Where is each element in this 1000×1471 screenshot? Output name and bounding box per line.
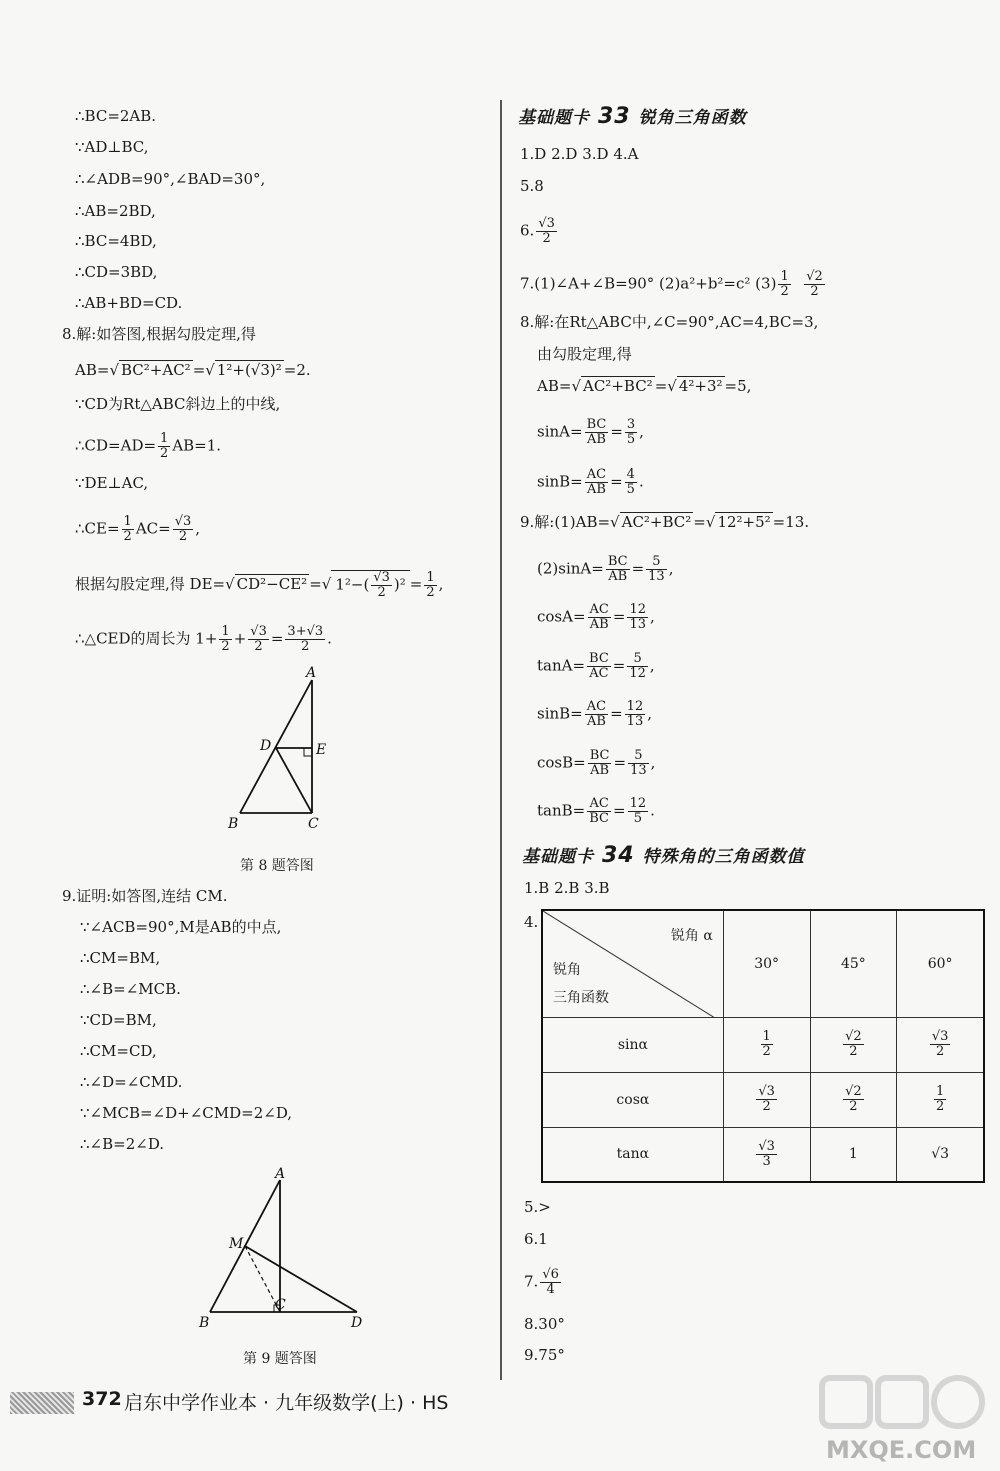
- table-cell: $\frac{√3}{3}$: [723, 1127, 810, 1182]
- q9-cosb: cosB= $\frac{BC}{AB}$ = $\frac{5}{13}$ ,: [537, 748, 656, 778]
- footer-hatch-bar: [10, 1392, 74, 1414]
- table-cell: $\frac{√3}{2}$: [897, 1017, 984, 1072]
- table-cell: $\frac{√2}{2}$: [810, 1072, 897, 1127]
- q9-intro: 9.证明:如答图,连结 CM.: [62, 887, 228, 905]
- label-a: A: [275, 1166, 286, 1182]
- answer-line: 7.(1)∠A+∠B=90° (2)a²+b²=c² (3) $\frac{1}{2}$ $\frac{√2}{2}$: [520, 269, 823, 299]
- q8-line: ∵CD为Rt△ABC斜边上的中线,: [75, 395, 281, 413]
- proof-line: ∴BC=2AB.: [75, 107, 157, 125]
- answer-line: 5.8: [520, 177, 544, 195]
- table-cell: $\frac{√2}{2}$: [810, 1017, 897, 1072]
- q9-cosa: cosA= $\frac{AC}{AB}$ = $\frac{12}{13}$ ,: [537, 602, 655, 632]
- table-cell: $\frac{1}{2}$: [897, 1072, 984, 1127]
- figure-8-caption: 第 8 题答图: [240, 858, 314, 874]
- proof-line: ∴BC=4BD,: [75, 232, 157, 250]
- page-number: 372: [82, 1388, 122, 1410]
- q9-ab-equation: 9.解:(1)AB=√ AC²+BC² =√ 12²+5² =13.: [520, 513, 810, 531]
- column-header: 45°: [810, 910, 897, 1017]
- answer-line: 7. $\frac{√6}{4}$: [524, 1267, 559, 1297]
- table-cell: $\frac{1}{2}$: [723, 1017, 810, 1072]
- proof-line: ∴AB+BD=CD.: [75, 294, 183, 312]
- answer-line: 6.1: [524, 1230, 548, 1248]
- column-header: 60°: [897, 910, 984, 1017]
- row-label: cosα: [542, 1072, 723, 1127]
- row-label: tanα: [542, 1127, 723, 1182]
- q9-line: ∴∠B=2∠D.: [80, 1135, 165, 1153]
- q8-ab-equation: AB=√ AC²+BC² =√ 4²+3² =5,: [537, 377, 752, 395]
- q9-line: ∴CM=CD,: [80, 1042, 157, 1060]
- q8-cd-equation: ∴CD=AD= $\frac{1}{2}$ AB=1.: [75, 431, 222, 461]
- q8-sinb: sinB= $\frac{AC}{AB}$ = $\frac{4}{5}$ .: [537, 467, 644, 497]
- trig-values-table: [541, 909, 985, 1183]
- q8-de-equation: 根据勾股定理,得 DE=√ CD²−CE² =√ 1²−( $\frac{√3}{2}$ )² = $\frac{1}{2}$ ,: [75, 569, 444, 600]
- table-corner-cell: 锐角 α 锐角 三角函数: [542, 910, 723, 1017]
- watermark-text: MXQE.COM: [826, 1436, 977, 1464]
- label-b: B: [199, 1315, 210, 1331]
- q8-sina: sinA= $\frac{BC}{AB}$ = $\frac{3}{5}$ ,: [537, 417, 644, 447]
- row-label: sinα: [542, 1017, 723, 1072]
- right-angle-mark: [304, 748, 312, 756]
- card-33-heading: 基础题卡 33 锐角三角函数: [518, 104, 747, 129]
- q9-line: ∴CM=BM,: [80, 949, 161, 967]
- q8-perimeter: ∴△CED的周长为 1+ $\frac{1}{2}$ + $\frac{√3}{2}$ = $\frac{3+√3}{2}$ .: [75, 624, 332, 654]
- label-d: D: [351, 1315, 363, 1331]
- q9-line: ∵CD=BM,: [80, 1011, 157, 1029]
- answer-line: 6. $\frac{√3}{2}$: [520, 216, 555, 246]
- q9-line: ∴∠B=∠MCB.: [80, 980, 181, 998]
- q8-ab-equation: AB=√ BC²+AC² =√ 1²+(√3)² =2.: [75, 361, 311, 379]
- answer-line: 4.: [524, 913, 539, 931]
- book-title: 启东中学作业本 · 九年级数学(上) · HS: [124, 1392, 449, 1414]
- table-cell: 1: [810, 1127, 897, 1182]
- q9-line: ∵∠MCB=∠D+∠CMD=2∠D,: [80, 1104, 293, 1122]
- q9-tanb: tanB= $\frac{AC}{BC}$ = $\frac{12}{5}$ .: [537, 796, 655, 826]
- q8-line: 8.解:在Rt△ABC中,∠C=90°,AC=4,BC=3,: [520, 313, 819, 331]
- proof-line: ∴∠ADB=90°,∠BAD=30°,: [75, 170, 266, 188]
- answer-line: 8.30°: [524, 1315, 565, 1333]
- label-a: A: [306, 665, 317, 681]
- proof-line: ∵AD⊥BC,: [75, 138, 149, 156]
- q9-line: ∵∠ACB=90°,M是AB的中点,: [80, 918, 282, 936]
- q8-line: ∵DE⊥AC,: [75, 474, 149, 492]
- label-d: D: [260, 738, 272, 754]
- q8-ce-equation: ∴CE= $\frac{1}{2}$ AC= $\frac{√3}{2}$ ,: [75, 514, 201, 544]
- answer-line: 5.>: [524, 1198, 551, 1216]
- figure-9-diagram: [195, 1162, 375, 1332]
- answer-line: 1.D 2.D 3.D 4.A: [520, 145, 639, 163]
- proof-line: ∴CD=3BD,: [75, 263, 158, 281]
- segment-dc: [276, 748, 312, 813]
- figure-9-caption: 第 9 题答图: [243, 1351, 317, 1367]
- answer-line: 9.75°: [524, 1346, 565, 1364]
- figure-8-diagram: [220, 660, 340, 835]
- q9-line: ∴∠D=∠CMD.: [80, 1073, 183, 1091]
- q9-sinb: sinB= $\frac{AC}{AB}$ = $\frac{12}{13}$ ,: [537, 699, 652, 729]
- segment-md: [245, 1246, 357, 1312]
- q9-sina: (2)sinA= $\frac{BC}{AB}$ = $\frac{5}{13}$ ,: [537, 554, 674, 584]
- table-cell: √3: [897, 1127, 984, 1182]
- label-b: B: [228, 816, 239, 832]
- q9-tana: tanA= $\frac{BC}{AC}$ = $\frac{5}{12}$ ,: [537, 651, 655, 681]
- answer-line: 1.B 2.B 3.B: [524, 879, 610, 897]
- label-c: C: [275, 1297, 286, 1313]
- label-c: C: [308, 816, 319, 832]
- label-e: E: [316, 742, 327, 758]
- label-m: M: [229, 1236, 244, 1252]
- column-header: 30°: [723, 910, 810, 1017]
- table-cell: $\frac{√3}{2}$: [723, 1072, 810, 1127]
- q8-line: 由勾股定理,得: [537, 345, 632, 363]
- page-footer: [10, 1386, 510, 1422]
- column-divider: [500, 100, 502, 1380]
- card-34-heading: 基础题卡 34 特殊角的三角函数值: [522, 843, 805, 868]
- q8-intro: 8.解:如答图,根据勾股定理,得: [62, 325, 256, 343]
- proof-line: ∴AB=2BD,: [75, 202, 156, 220]
